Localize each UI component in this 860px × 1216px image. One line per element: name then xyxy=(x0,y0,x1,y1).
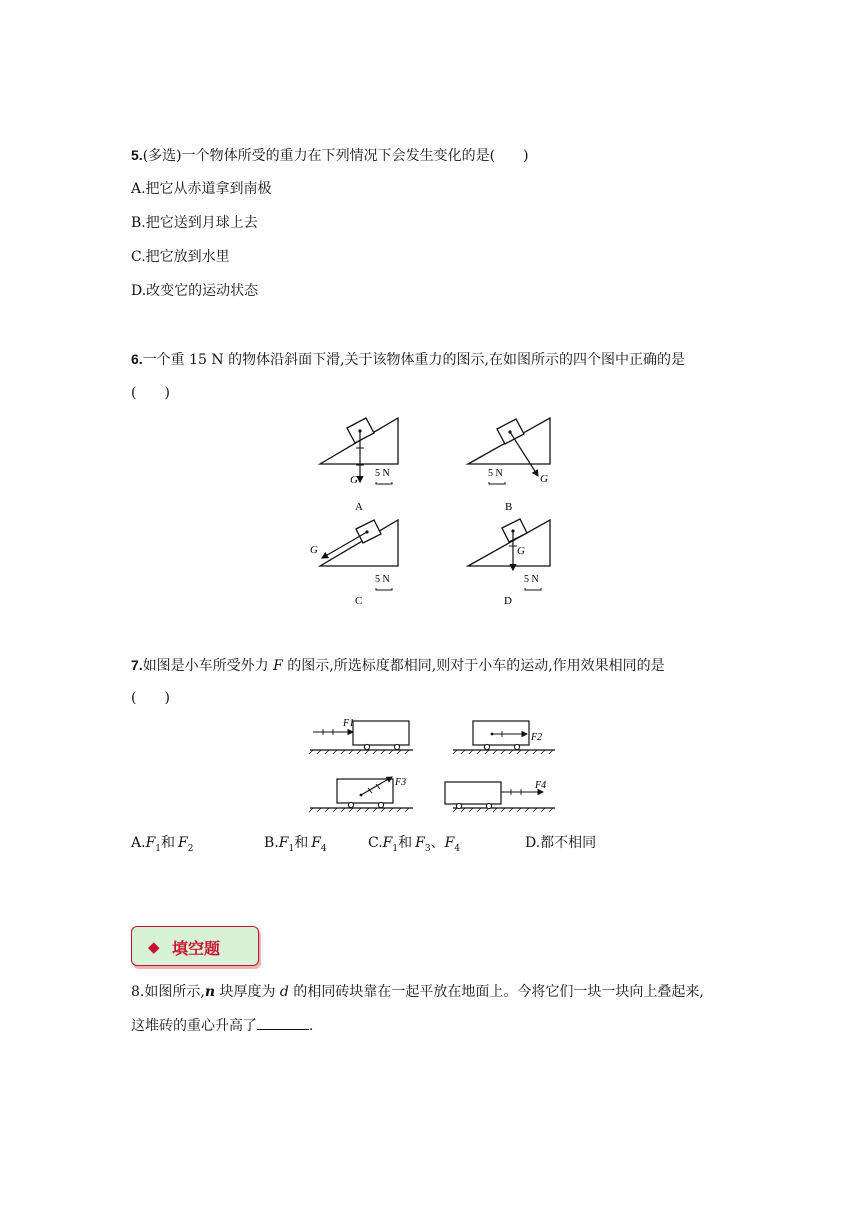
q6-b-force-label: G xyxy=(540,473,548,485)
q6-paren: ( ) xyxy=(131,385,170,401)
q6-label-a: A xyxy=(355,501,363,513)
q6-diagram-d xyxy=(468,519,550,607)
q6-d-force-label: G xyxy=(517,545,525,557)
q8-line-2: 这堆砖的重心升高了 . xyxy=(131,1018,314,1034)
q5-option-c: C.把它放到水里 xyxy=(131,249,230,265)
q7-stem-var: F xyxy=(273,658,283,674)
q7-car-3 xyxy=(337,777,406,808)
answer-blank[interactable] xyxy=(257,1017,309,1030)
q7-option-a: $A.F_1$和 $F_2$ xyxy=(131,835,194,854)
q7-stem-pre: 如图是小车所受外力 xyxy=(142,658,274,674)
section-header-fill-in xyxy=(131,926,259,966)
q7-option-b: $B.F_1$和 $F_4$ xyxy=(264,835,327,854)
q5-number: 5. xyxy=(131,147,143,163)
section-title: 填空题 xyxy=(172,939,221,958)
q6-label-b: B xyxy=(505,501,513,513)
diamond-icon: ◆ xyxy=(148,938,160,956)
q5-stem-text: (多选)一个物体所受的重力在下列情况下会发生变化的是( ) xyxy=(142,148,529,164)
q7-stem-post: 的图示,所选标度都相同,则对于小车的运动,作用效果相同的是 xyxy=(282,658,665,674)
q7-f4-label: F4 xyxy=(535,780,547,791)
q7-option-d: D.都不相同 xyxy=(525,835,597,851)
q6-a-force-label: G xyxy=(350,474,358,486)
q5-option-b: B.把它送到月球上去 xyxy=(131,215,258,231)
q6-number: 6. xyxy=(131,351,143,367)
q6-c-force-label: G xyxy=(310,544,318,556)
q8-line-1: 8.如图所示,n 块厚度为 d 的相同砖块靠在一起平放在地面上。今将它们一块一块向上叠起来, xyxy=(131,984,704,1000)
q7-stem xyxy=(131,656,665,675)
q6-diagram-b xyxy=(468,418,550,513)
q7-car-1 xyxy=(313,718,409,750)
q7-f2-label: F2 xyxy=(531,732,543,743)
q6-stem-text: 一个重 15 N 的物体沿斜面下滑,关于该物体重力的图示,在如图所示的四个图中正确的是 xyxy=(142,352,686,368)
q6-diagram-c xyxy=(310,520,398,607)
q6-a-scale-label: 5 N xyxy=(375,468,390,479)
q7-car-2 xyxy=(473,721,542,750)
q7-car-4 xyxy=(445,780,546,809)
q7-f3-label: F3 xyxy=(395,777,407,788)
q7-paren: ( ) xyxy=(131,690,170,706)
q6-label-d: D xyxy=(504,595,512,607)
q7-f1-label: F1 xyxy=(343,718,355,729)
q5-option-a: A.把它从赤道拿到南极 xyxy=(131,181,272,197)
q6-stem xyxy=(131,350,685,369)
q6-d-scale-label: 5 N xyxy=(524,574,539,585)
q5-option-d: D.改变它的运动状态 xyxy=(131,283,259,299)
q7-number: 7. xyxy=(131,657,143,673)
q7-figure xyxy=(305,712,560,822)
q6-label-c: C xyxy=(355,595,363,607)
q6-c-scale-label: 5 N xyxy=(375,574,390,585)
q5-stem xyxy=(131,146,529,165)
q6-figure xyxy=(300,410,560,610)
q6-diagram-a xyxy=(320,418,398,513)
q6-b-scale-label: 5 N xyxy=(488,468,503,479)
q7-option-c: $C.F_1$和 $F_3$、$F_4$ xyxy=(368,835,461,854)
